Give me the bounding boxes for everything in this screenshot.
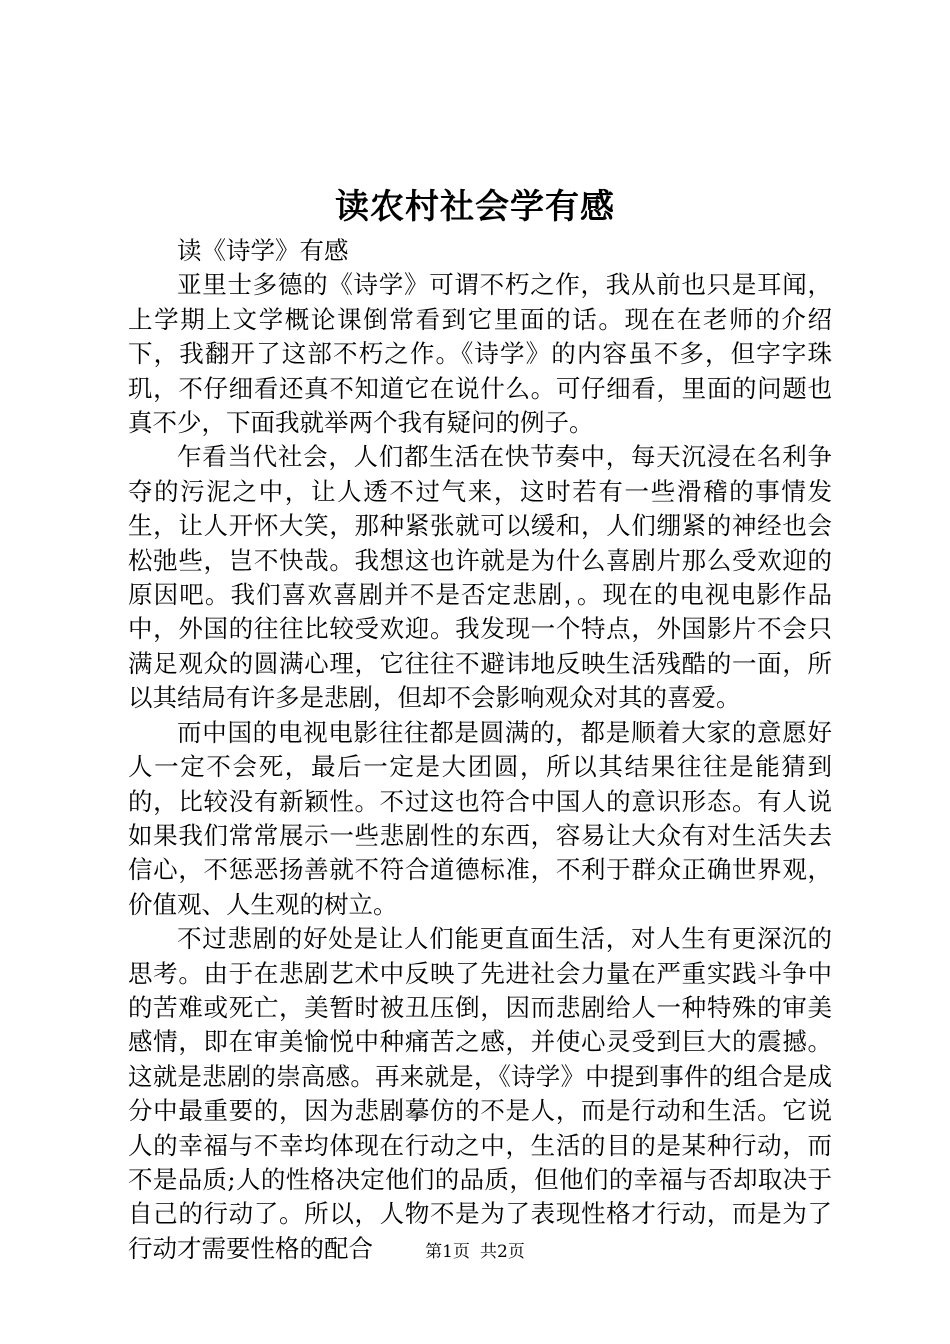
page-number: 第1页 [425, 1242, 470, 1262]
paragraph: 而中国的电视电影往往都是圆满的，都是顺着大家的意愿好人一定不会死，最后一定是大团圆，所以其结果往往是能猜到的，比较没有新颖性。不过这也符合中国人的意识形态。有人说如果我们常常展示一些悲剧性的东西，容易让大众有对生活失去信心，不惩恶扬善就不符合道德标准，不利于群众正确世界观，价值观、人生观的树立。 [128, 717, 832, 919]
paragraph-subtitle: 读《诗学》有感 [177, 236, 349, 265]
document-body [128, 234, 832, 1266]
page-footer [0, 1240, 950, 1264]
paragraph: 乍看当代社会，人们都生活在快节奏中，每天沉浸在名利争夺的污泥之中，让人透不过气来，这时若有一些滑稽的事情发生，让人开怀大笑，那种紧张就可以缓和，人们绷紧的神经也会松弛些，岂不快哉。我想这也许就是为什么喜剧片那么受欢迎的原因吧。我们喜欢喜剧并不是否定悲剧，。现在的电视电影作品中，外国的往往比较受欢迎。我发现一个特点，外国影片不会只满足观众的圆满心理，它往往不避讳地反映生活残酷的一面，所以其结局有许多是悲剧，但却不会影响观众对其的喜爱。 [128, 442, 832, 713]
paragraph: 亚里士多德的《诗学》可谓不朽之作，我从前也只是耳闻，上学期上文学概论课倒常看到它里面的话。现在在老师的介绍下，我翻开了这部不朽之作。《诗学》的内容虽不多，但字字珠玑，不仔细看还真不知道它在说什么。可仔细看，里面的问题也真不少，下面我就举两个我有疑问的例子。 [128, 270, 832, 438]
page-total: 共2页 [480, 1242, 525, 1262]
document-title: 读农村社会学有感 [335, 187, 615, 227]
paragraph: 不过悲剧的好处是让人们能更直面生活，对人生有更深沉的思考。由于在悲剧艺术中反映了先进社会力量在严重实践斗争中的苦难或死亡，美暂时被丑压倒，因而悲剧给人一种特殊的审美感情，即在审美愉悦中种痛苦之感，并使心灵受到巨大的震撼。这就是悲剧的崇高感。再来就是，《诗学》中提到事件的组合是成分中最重要的，因为悲剧摹仿的不是人，而是行动和生活。它说人的幸福与不幸均体现在行动之中，生活的目的是某种行动，而不是品质;人的性格决定他们的品质，但他们的幸福与否却取决于自己的行动了。所以，人物不是为了表现性格才行动，而是为了行动才需要性格的配合 [128, 924, 832, 1263]
